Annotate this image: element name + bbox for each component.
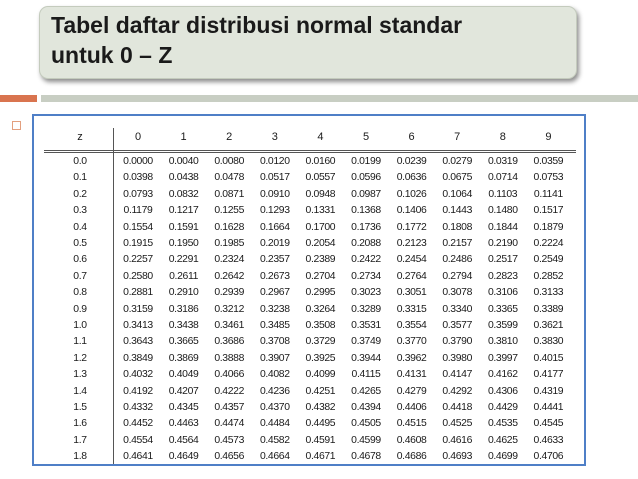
header-cell-4: 4 — [317, 131, 324, 143]
table-cell: 0.4192 — [123, 385, 153, 397]
table-cell: 0.4599 — [351, 434, 381, 446]
table-cell: 0.4207 — [168, 385, 199, 397]
table-cell: 0.3907 — [259, 352, 290, 364]
table-cell: 0.1331 — [305, 205, 336, 217]
table-cell: 0.4591 — [305, 434, 336, 446]
table-cell: 0.3643 — [123, 336, 153, 348]
table-cell: 0.3159 — [123, 303, 153, 315]
table-cell: 0.4066 — [214, 369, 245, 381]
table-cell: 0.4463 — [168, 418, 199, 430]
z-value-cell: 0.3 — [73, 205, 87, 217]
table-cell: 0.3289 — [351, 303, 381, 315]
table-cell: 0.2611 — [169, 270, 199, 282]
table-cell: 0.3944 — [351, 352, 381, 364]
table-cell: 0.3212 — [214, 303, 245, 315]
table-cell: 0.0398 — [123, 172, 153, 184]
z-value-cell: 0.7 — [73, 270, 87, 282]
table-cell: 0.0120 — [259, 156, 290, 167]
table-cell: 0.4699 — [487, 451, 518, 463]
table-cell: 0.4345 — [168, 402, 199, 413]
table-cell: 0.4505 — [351, 418, 381, 430]
table-cell: 0.0596 — [351, 172, 381, 184]
table-cell: 0.0359 — [533, 156, 564, 167]
slide-title-line-2: untuk 0 – Z — [51, 42, 173, 68]
table-cell: 0.3438 — [168, 320, 199, 331]
header-cell-0: 0 — [134, 131, 142, 143]
table-cell: 0.0910 — [259, 188, 290, 200]
table-cell: 0.0832 — [168, 188, 199, 200]
z-value-cell: 1.5 — [73, 402, 87, 413]
table-cell: 0.1700 — [305, 221, 336, 233]
table-cell: 0.2704 — [305, 270, 336, 282]
z-value-cell: 1.7 — [73, 434, 87, 446]
header-cell-2: 2 — [226, 131, 233, 143]
table-cell: 0.4525 — [442, 418, 473, 430]
table-cell: 0.1950 — [168, 238, 199, 249]
table-cell: 0.3729 — [305, 336, 336, 348]
table-cell: 0.2939 — [214, 287, 245, 299]
table-cell: 0.3665 — [168, 336, 199, 348]
table-cell: 0.4535 — [487, 418, 518, 430]
table-cell: 0.0636 — [396, 172, 427, 184]
table-cell: 0.1736 — [351, 221, 381, 233]
table-cell: 0.3554 — [396, 320, 427, 331]
table-cell: 0.2764 — [396, 270, 427, 282]
table-cell: 0.4370 — [259, 402, 290, 413]
slide-title-line-1: Tabel daftar distribusi normal standar — [51, 12, 463, 38]
table-cell: 0.0517 — [259, 172, 290, 184]
title-box — [39, 6, 577, 79]
table-cell: 0.0160 — [305, 156, 336, 167]
table-cell: 0.4706 — [533, 451, 564, 463]
z-value-cell: 0.8 — [73, 287, 87, 299]
table-cell: 0.2823 — [487, 270, 518, 282]
table-cell: 0.3770 — [396, 336, 427, 348]
table-cell: 0.1985 — [214, 238, 245, 249]
table-cell: 0.3577 — [442, 320, 473, 331]
table-cell: 0.2389 — [305, 254, 336, 266]
table-cell: 0.4131 — [396, 369, 427, 381]
table-cell: 0.0948 — [305, 188, 336, 200]
table-cell: 0.4049 — [168, 369, 199, 381]
table-cell: 0.0199 — [351, 156, 381, 167]
table-cell: 0.4515 — [396, 418, 427, 430]
table-cell: 0.1103 — [488, 188, 518, 200]
z-value-cell: 0.4 — [73, 221, 87, 233]
table-cell: 0.3365 — [487, 303, 518, 315]
table-cell: 0.3485 — [259, 320, 290, 331]
table-cell: 0.3708 — [259, 336, 290, 348]
table-cell: 0.4099 — [305, 369, 336, 381]
table-cell: 0.2486 — [442, 254, 473, 266]
table-cell: 0.4484 — [259, 418, 290, 430]
table-cell: 0.4265 — [351, 385, 381, 397]
table-cell: 0.1480 — [487, 205, 518, 217]
table-cell: 0.1591 — [168, 221, 199, 233]
z-value-cell: 1.6 — [73, 418, 87, 430]
table-cell: 0.1179 — [123, 205, 153, 217]
table-cell: 0.3133 — [533, 287, 564, 299]
table-cell: 0.2881 — [123, 287, 153, 299]
table-cell: 0.4292 — [442, 385, 473, 397]
table-cell: 0.2794 — [442, 270, 473, 282]
table-cell: 0.2019 — [259, 238, 290, 249]
table-cell: 0.2517 — [487, 254, 518, 266]
table-cell: 0.1064 — [442, 188, 473, 200]
table-cell: 0.2580 — [123, 270, 153, 282]
table-cell: 0.3315 — [396, 303, 427, 315]
table-cell: 0.4306 — [487, 385, 518, 397]
z-column-divider — [113, 128, 114, 466]
z-value-cell: 1.1 — [73, 336, 87, 348]
table-cell: 0.2357 — [259, 254, 290, 266]
table-cell: 0.3264 — [305, 303, 336, 315]
table-cell: 0.4554 — [123, 434, 153, 446]
table-cell: 0.4222 — [214, 385, 245, 397]
table-cell: 0.4441 — [533, 402, 564, 413]
z-table — [32, 114, 586, 466]
table-cell: 0.4147 — [442, 369, 473, 381]
table-cell: 0.4429 — [487, 402, 518, 413]
header-cell-z: z — [77, 131, 83, 143]
table-cell: 0.2910 — [168, 287, 199, 299]
table-cell: 0.3389 — [533, 303, 564, 315]
table-cell: 0.2734 — [351, 270, 381, 282]
table-cell: 0.3078 — [442, 287, 473, 299]
z-value-cell: 1.2 — [73, 352, 87, 364]
table-cell: 0.4545 — [533, 418, 564, 430]
table-cell: 0.3980 — [442, 352, 473, 364]
table-cell: 0.4625 — [487, 434, 518, 446]
table-cell: 0.4564 — [168, 434, 199, 446]
table-cell: 0.0871 — [214, 188, 245, 200]
header-cell-1: 1 — [180, 131, 187, 143]
table-cell: 0.4671 — [305, 451, 336, 463]
table-cell: 0.0753 — [533, 172, 564, 184]
z-value-cell: 0.0 — [73, 156, 87, 167]
table-cell: 0.3599 — [487, 320, 518, 331]
table-cell: 0.4162 — [487, 369, 518, 381]
table-cell: 0.0793 — [123, 188, 153, 200]
table-cell: 0.3508 — [305, 320, 336, 331]
table-cell: 0.4015 — [533, 352, 564, 364]
table-cell: 0.0080 — [214, 156, 245, 167]
header-divider-bottom — [44, 152, 576, 153]
table-cell: 0.0279 — [442, 156, 473, 167]
table-cell: 0.0478 — [214, 172, 245, 184]
table-cell: 0.3621 — [533, 320, 564, 331]
table-cell: 0.1517 — [533, 205, 564, 217]
table-cell: 0.2123 — [396, 238, 427, 249]
table-cell: 0.2291 — [168, 254, 199, 266]
table-cell: 0.4177 — [533, 369, 564, 381]
table-cell: 0.4418 — [442, 402, 473, 413]
z-value-cell: 1.4 — [73, 385, 87, 397]
table-cell: 0.4115 — [351, 369, 381, 381]
table-cell: 0.3340 — [442, 303, 473, 315]
table-cell: 0.0987 — [351, 188, 381, 200]
table-cell: 0.1628 — [214, 221, 245, 233]
table-cell: 0.2995 — [305, 287, 336, 299]
table-cell: 0.2224 — [533, 238, 564, 249]
table-cell: 0.0557 — [305, 172, 336, 184]
table-cell: 0.3686 — [214, 336, 245, 348]
table-cell: 0.4382 — [305, 402, 336, 413]
table-cell: 0.4357 — [214, 402, 245, 413]
table-cell: 0.2422 — [351, 254, 381, 266]
table-cell: 0.2967 — [259, 287, 290, 299]
table-cell: 0.4319 — [533, 385, 564, 397]
table-cell: 0.0000 — [123, 156, 153, 167]
table-cell: 0.1554 — [123, 221, 153, 233]
table-cell: 0.1772 — [396, 221, 427, 233]
table-cell: 0.1293 — [259, 205, 290, 217]
table-cell: 0.3888 — [214, 352, 245, 364]
accent-bar-grey — [41, 95, 638, 102]
table-cell: 0.4608 — [396, 434, 427, 446]
table-cell: 0.2054 — [305, 238, 336, 249]
z-value-cell: 1.0 — [73, 320, 87, 331]
table-cell: 0.4582 — [259, 434, 290, 446]
z-value-cell: 0.9 — [73, 303, 87, 315]
table-cell: 0.4406 — [396, 402, 427, 413]
table-cell: 0.1217 — [168, 205, 199, 217]
z-value-cell: 0.1 — [73, 172, 87, 184]
table-cell: 0.4616 — [442, 434, 473, 446]
table-cell: 0.4693 — [442, 451, 473, 463]
table-cell: 0.2454 — [396, 254, 427, 266]
table-cell: 0.4452 — [123, 418, 153, 430]
table-cell: 0.1443 — [442, 205, 473, 217]
table-cell: 0.1915 — [123, 238, 153, 249]
table-cell: 0.1844 — [487, 221, 518, 233]
table-cell: 0.3925 — [305, 352, 336, 364]
table-cell: 0.3531 — [351, 320, 381, 331]
table-cell: 0.3997 — [487, 352, 518, 364]
table-cell: 0.3186 — [168, 303, 199, 315]
table-cell: 0.2852 — [533, 270, 564, 282]
table-cell: 0.3051 — [396, 287, 427, 299]
z-value-cell: 0.6 — [73, 254, 87, 266]
table-cell: 0.3106 — [487, 287, 518, 299]
table-cell: 0.3962 — [396, 352, 427, 364]
table-cell: 0.1141 — [533, 188, 563, 200]
table-cell: 0.2642 — [214, 270, 245, 282]
table-cell: 0.4082 — [259, 369, 290, 381]
table-cell: 0.4394 — [351, 402, 381, 413]
header-cell-7: 7 — [454, 131, 461, 143]
z-value-cell: 0.5 — [73, 238, 87, 249]
table-cell: 0.1368 — [351, 205, 381, 217]
table-cell: 0.2673 — [259, 270, 290, 282]
table-cell: 0.0040 — [168, 156, 199, 167]
table-cell: 0.2324 — [214, 254, 245, 266]
table-cell: 0.4656 — [214, 451, 245, 463]
header-cell-6: 6 — [408, 131, 415, 143]
table-cell: 0.3238 — [259, 303, 290, 315]
table-cell: 0.4573 — [214, 434, 245, 446]
header-cell-8: 8 — [499, 131, 506, 143]
table-cell: 0.4032 — [123, 369, 153, 381]
table-cell: 0.2549 — [533, 254, 564, 266]
header-divider-top — [44, 150, 576, 151]
table-cell: 0.0438 — [168, 172, 199, 184]
table-cell: 0.1879 — [533, 221, 564, 233]
slide-title — [51, 10, 571, 70]
z-value-cell: 0.2 — [73, 188, 87, 200]
table-cell: 0.3790 — [442, 336, 473, 348]
table-cell: 0.4641 — [123, 451, 153, 463]
table-cell: 0.0239 — [396, 156, 427, 167]
z-value-cell: 1.8 — [73, 451, 87, 463]
table-cell: 0.0675 — [442, 172, 473, 184]
table-cell: 0.4251 — [305, 385, 336, 397]
table-cell: 0.0319 — [487, 156, 518, 167]
table-cell: 0.4332 — [123, 402, 153, 413]
table-cell: 0.4686 — [396, 451, 427, 463]
table-cell: 0.3810 — [487, 336, 518, 348]
table-cell: 0.3023 — [351, 287, 381, 299]
table-cell: 0.2190 — [487, 238, 518, 249]
table-cell: 0.0714 — [487, 172, 518, 184]
accent-bar-orange — [0, 95, 37, 102]
table-cell: 0.4649 — [168, 451, 199, 463]
header-cell-9: 9 — [545, 131, 552, 143]
table-cell: 0.1255 — [214, 205, 245, 217]
table-cell: 0.2257 — [123, 254, 153, 266]
table-cell: 0.2157 — [442, 238, 473, 249]
table-cell: 0.4236 — [259, 385, 290, 397]
table-cell: 0.4633 — [533, 434, 564, 446]
table-cell: 0.3413 — [123, 320, 153, 331]
table-cell: 0.3749 — [351, 336, 381, 348]
table-cell: 0.4495 — [305, 418, 336, 430]
table-cell: 0.4279 — [396, 385, 427, 397]
z-value-cell: 1.3 — [73, 369, 87, 381]
header-cell-5: 5 — [362, 131, 370, 143]
header-cell-3: 3 — [271, 131, 278, 143]
table-cell: 0.1406 — [396, 205, 427, 217]
bullet-square-icon — [12, 121, 21, 130]
table-cell: 0.3849 — [123, 352, 153, 364]
table-cell: 0.4474 — [214, 418, 245, 430]
table-cell: 0.4678 — [351, 451, 381, 463]
table-cell: 0.3830 — [533, 336, 564, 348]
table-cell: 0.3461 — [214, 320, 245, 331]
table-cell: 0.4664 — [259, 451, 290, 463]
table-cell: 0.2088 — [351, 238, 381, 249]
table-cell: 0.1808 — [442, 221, 473, 233]
table-cell: 0.3869 — [168, 352, 199, 364]
table-cell: 0.1664 — [259, 221, 290, 233]
table-cell: 0.1026 — [396, 188, 427, 200]
